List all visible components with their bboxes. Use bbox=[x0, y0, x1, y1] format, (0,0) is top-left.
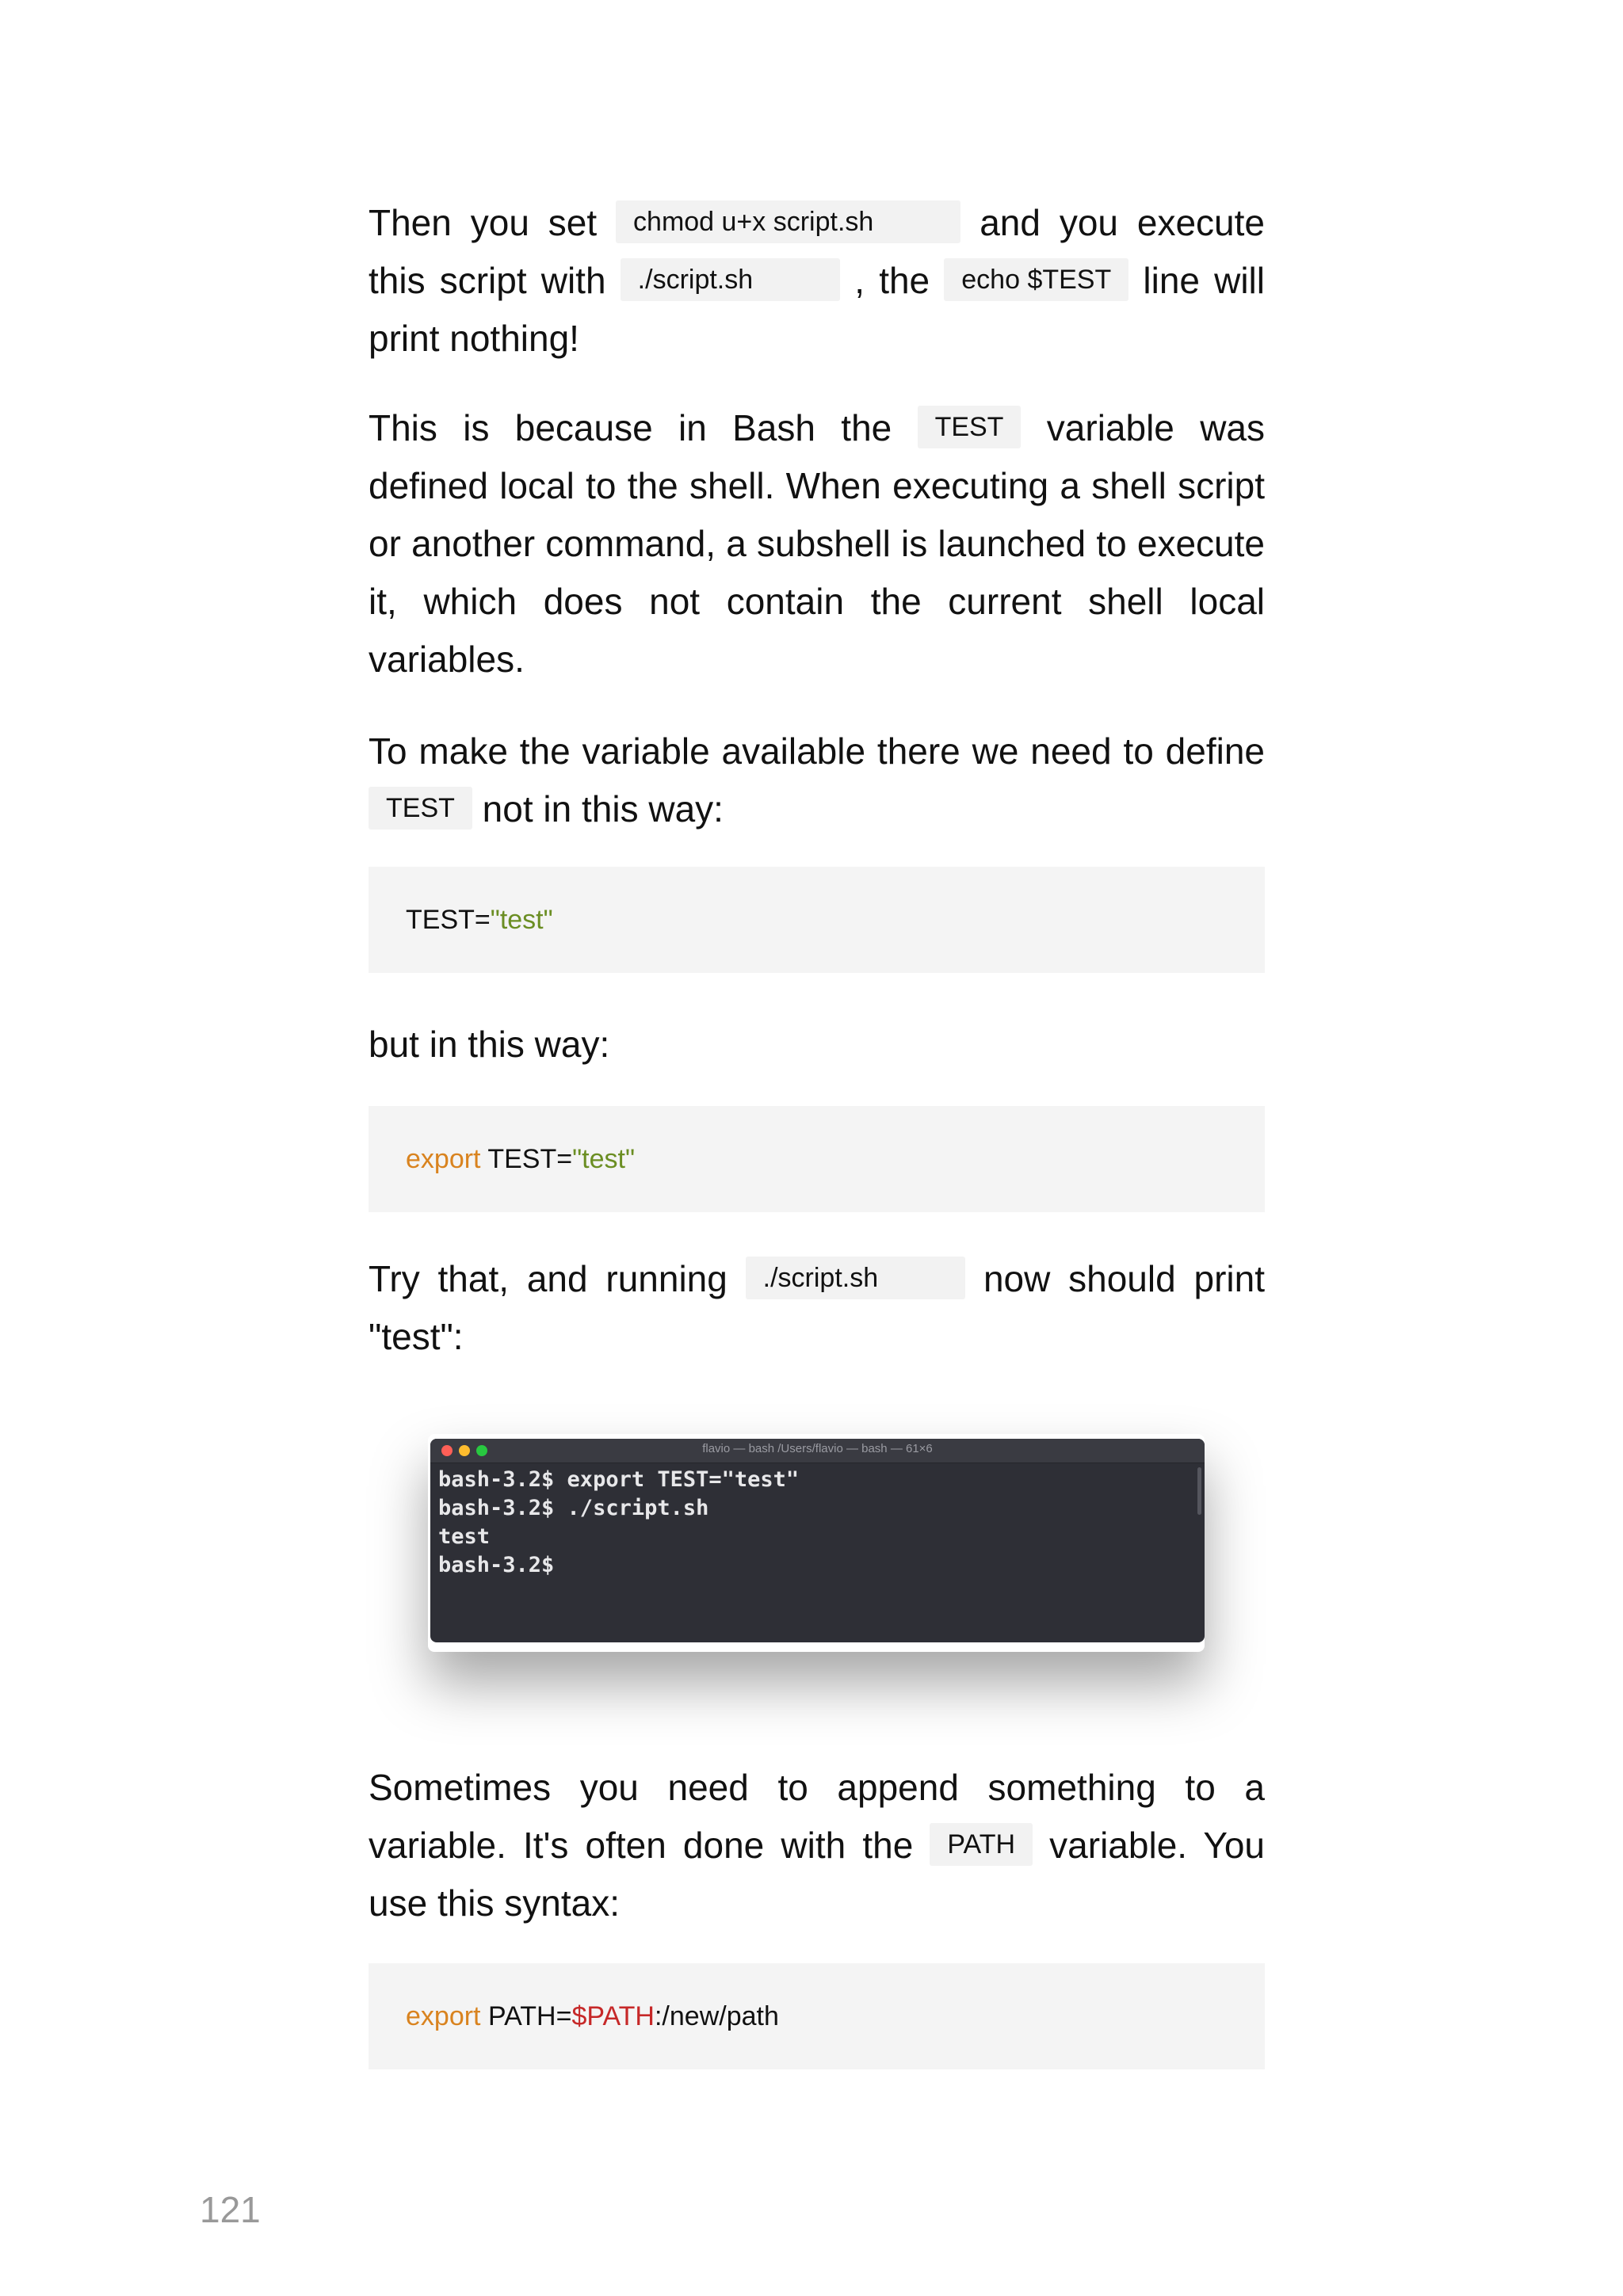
terminal-title: flavio — bash /Users/flavio — bash — 61×6 bbox=[702, 1442, 933, 1455]
terminal-line: bash-3.2$ ./script.sh bbox=[438, 1496, 709, 1520]
paragraph-chmod bbox=[369, 194, 1265, 368]
text: Then you set bbox=[369, 202, 617, 243]
terminal-scrollbar bbox=[1197, 1467, 1201, 1515]
terminal-window bbox=[430, 1439, 1205, 1642]
code-name: TEST= bbox=[480, 1144, 573, 1174]
text: Sometimes you need to append something to a variable. It's often done with the bbox=[369, 1767, 1265, 1866]
inline-code-echo: echo $TEST bbox=[944, 258, 1128, 301]
terminal-line: test bbox=[438, 1524, 491, 1549]
inline-code-script: ./script.sh bbox=[621, 258, 840, 301]
text: but in this way: bbox=[369, 1024, 610, 1065]
paragraph-subshell bbox=[369, 399, 1265, 688]
text: variable was defined local to the shell. When executing a shell script or another command, a subshell is launched to execute it, which does not contain the current shell local variables. bbox=[369, 407, 1265, 680]
paragraph-this-way bbox=[369, 1016, 1265, 1074]
code-name: TEST= bbox=[406, 905, 491, 935]
paragraph-define bbox=[369, 723, 1265, 838]
text: now should print "test": bbox=[369, 1258, 1265, 1357]
page-number: 121 bbox=[200, 2189, 261, 2230]
terminal-line: bash-3.2$ export TEST="test" bbox=[438, 1467, 800, 1492]
code-block-path bbox=[369, 1963, 1265, 2069]
terminal-titlebar bbox=[430, 1439, 1205, 1463]
text: This is because in Bash the bbox=[369, 407, 918, 448]
code-variable: $PATH bbox=[571, 2001, 655, 2031]
terminal-line: bash-3.2$ bbox=[438, 1553, 555, 1577]
terminal-output bbox=[438, 1466, 799, 1580]
inline-code-script: ./script.sh bbox=[746, 1257, 965, 1299]
code-block-assign bbox=[369, 867, 1265, 973]
inline-code-test: TEST bbox=[369, 787, 472, 830]
code-keyword: export bbox=[406, 1144, 481, 1174]
code-string: "test" bbox=[572, 1144, 636, 1174]
text: To make the variable available there we need to define bbox=[369, 730, 1265, 772]
inline-code-test: TEST bbox=[918, 406, 1022, 448]
code-rest: :/new/path bbox=[654, 2001, 779, 2031]
text: and you execute this script with bbox=[369, 202, 1266, 301]
inline-code-chmod: chmod u+x script.sh bbox=[616, 200, 960, 243]
text: variable. You use this syntax: bbox=[369, 1825, 1265, 1924]
text: , the bbox=[840, 260, 945, 301]
paragraph-try bbox=[369, 1250, 1265, 1366]
text: line will print nothing! bbox=[369, 260, 1265, 359]
text: Try that, and running bbox=[369, 1258, 746, 1299]
inline-code-path: PATH bbox=[930, 1823, 1033, 1866]
code-string: "test" bbox=[490, 905, 553, 935]
code-block-export bbox=[369, 1106, 1265, 1212]
terminal-screenshot bbox=[388, 1410, 1228, 1727]
paragraph-append bbox=[369, 1759, 1265, 1932]
text: not in this way: bbox=[472, 788, 724, 830]
code-name: PATH= bbox=[480, 2001, 572, 2031]
code-keyword: export bbox=[406, 2001, 481, 2031]
